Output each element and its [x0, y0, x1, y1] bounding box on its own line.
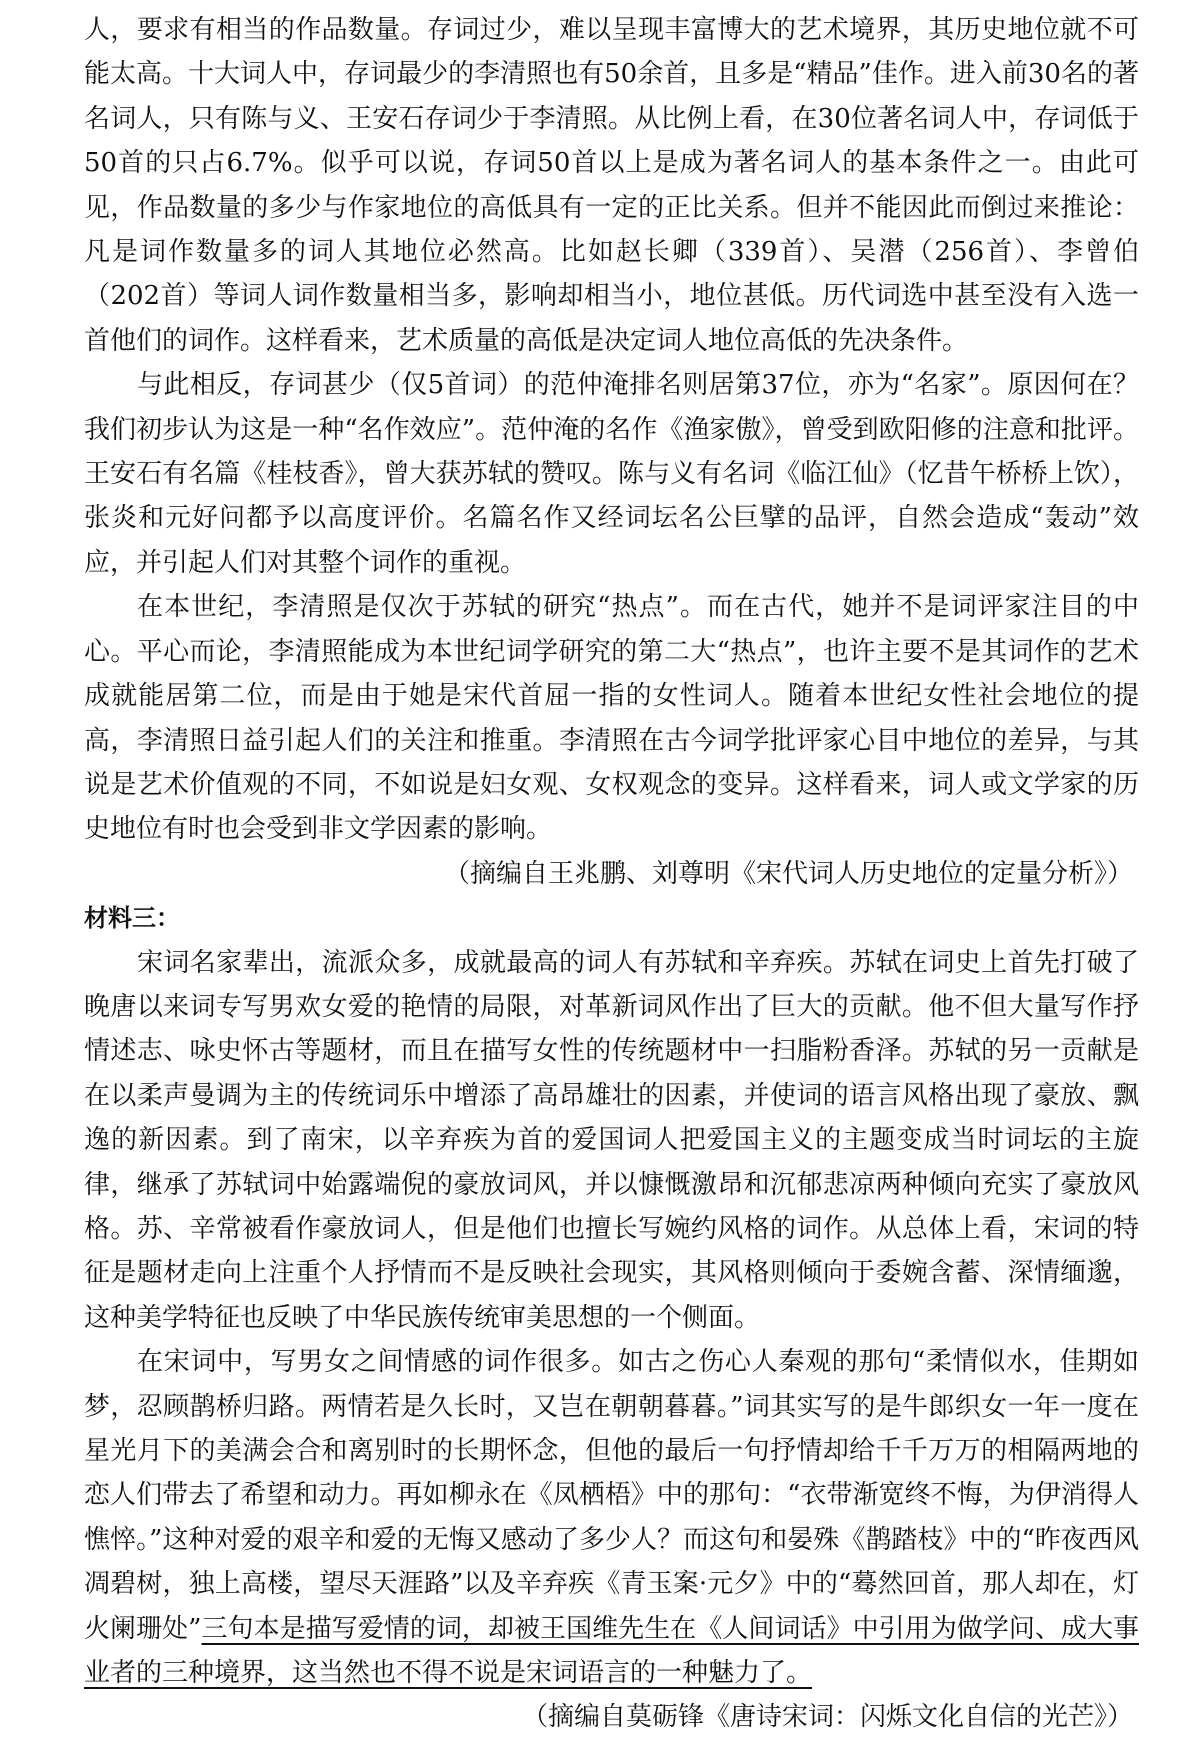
underlined-sentence: 三句本是描写爱情的词，却被王国维先生在《人间词话》中引用为做学问、成大事业者的三种境界，这当然也不得不说是宋词语言的一种魅力了。: [84, 1613, 1139, 1689]
paragraph-love-ci: [84, 1340, 1139, 1695]
article-body: [84, 8, 1139, 852]
material-three-heading: 材料三：: [84, 904, 180, 933]
source-citation-2: （摘编自莫砺锋《唐诗宋词：闪烁文化自信的光芒》）: [521, 1702, 1133, 1733]
paragraph-fan-zhongyan: 与此相反，存词甚少（仅5首词）的范仲淹排名则居第37位，亦为“名家”。原因何在？我们初步认为这是一种“名作效应”。范仲淹的名作《渔家傲》，曾受到欧阳修的注意和批评。王安石有名篇《桂枝香》，曾大获苏轼的赞叹。陈与义有名词《临江仙》（忆昔午桥桥上饮），张炎和元好问都予以高度评价。名篇名作又经词坛名公巨擘的品评，自然会造成“轰动”效应，并引起人们对其整个词作的重视。: [84, 370, 1139, 578]
paragraph-li-qingzhao: 在本世纪，李清照是仅次于苏轼的研究“热点”。而在古代，她并不是词评家注目的中心。平心而论，李清照能成为本世纪词学研究的第二大“热点”，也许主要不是其词作的艺术成就能居第二位，而是由于她是宋代首屈一指的女性词人。随着本世纪女性社会地位的提高，李清照日益引起人们的关注和推重。李清照在古今词学批评家心目中地位的差异，与其说是艺术价值观的不同，不如说是妇女观、女权观念的变异。这样看来，词人或文学家的历史地位有时也会受到非文学因素的影响。: [84, 592, 1139, 845]
paragraph-continued: 人，要求有相当的作品数量。存词过少，难以呈现丰富博大的艺术境界，其历史地位就不可能太高。十大词人中，存词最少的李清照也有50余首，且多是“精品”佳作。进入前30名的著名词人，只有陈与义、王安石存词少于李清照。从比例上看，在30位著名词人中，存词低于50首的只占6.7%。似乎可以说，存词50首以上是成为著名词人的基本条件之一。由此可见，作品数量的多少与作家地位的高低具有一定的正比关系。但并不能因此而倒过来推论：凡是词作数量多的词人其地位必然高。比如赵长卿（339首）、吴潜（256首）、李曾伯（202首）等词人词作数量相当多，影响却相当小，地位甚低。历代词选中甚至没有入选一首他们的词作。这样看来，艺术质量的高低是决定词人地位高低的先决条件。: [84, 15, 1139, 356]
source-citation-1: （摘编自王兆鹏、刘尊明《宋代词人历史地位的定量分析》）: [443, 858, 1133, 889]
document-page: [84, 8, 1139, 1740]
paragraph-song-ci-schools: 宋词名家辈出，流派众多，成就最高的词人有苏轼和辛弃疾。苏轼在词史上首先打破了晚唐以来词专写男欢女爱的艳情的局限，对革新词风作出了巨大的贡献。他不但大量写作抒情述志、咏史怀古等题材，而且在描写女性的传统题材中一扫脂粉香泽。苏轼的另一贡献是在以柔声曼调为主的传统词乐中增添了高昂雄壮的因素，并使词的语言风格出现了豪放、飘逸的新因素。到了南宋，以辛弃疾为首的爱国词人把爱国主义的主题变成当时词坛的主旋律，继承了苏轼词中始露端倪的豪放词风，并以慷慨激昂和沉郁悲凉两种倾向充实了豪放风格。苏、辛常被看作豪放词人，但是他们也擅长写婉约风格的词作。从总体上看，宋词的特征是题材走向上注重个人抒情而不是反映社会现实，其风格则倾向于委婉含蓄、深情缅邈，这种美学特征也反映了中华民族传统审美思想的一个侧面。: [84, 947, 1139, 1333]
love-ci-text: 在宋词中，写男女之间情感的词作很多。如古之伤心人秦观的那句“柔情似水，佳期如梦，忍顾鹊桥归路。两情若是久长时，又岂在朝朝暮暮。”词其实写的是牛郎织女一年一度在星光月下的美满会合和离别时的长期怀念，但他的最后一句抒情却给千千万万的相隔两地的恋人们带去了希望和动力。再如柳永在《凤栖梧》中的那句：“衣带渐宽终不悔，为伊消得人憔悴。”这种对爱的艰辛和爱的无悔又感动了多少人？而这句和晏殊《鹊踏枝》中的“昨夜西风凋碧树，独上高楼，望尽天涯路”以及辛弃疾《青玉案·元夕》中的“蓦然回首，那人却在，灯火阑珊处”: [84, 1347, 1139, 1644]
material-three-body: [84, 941, 1139, 1696]
